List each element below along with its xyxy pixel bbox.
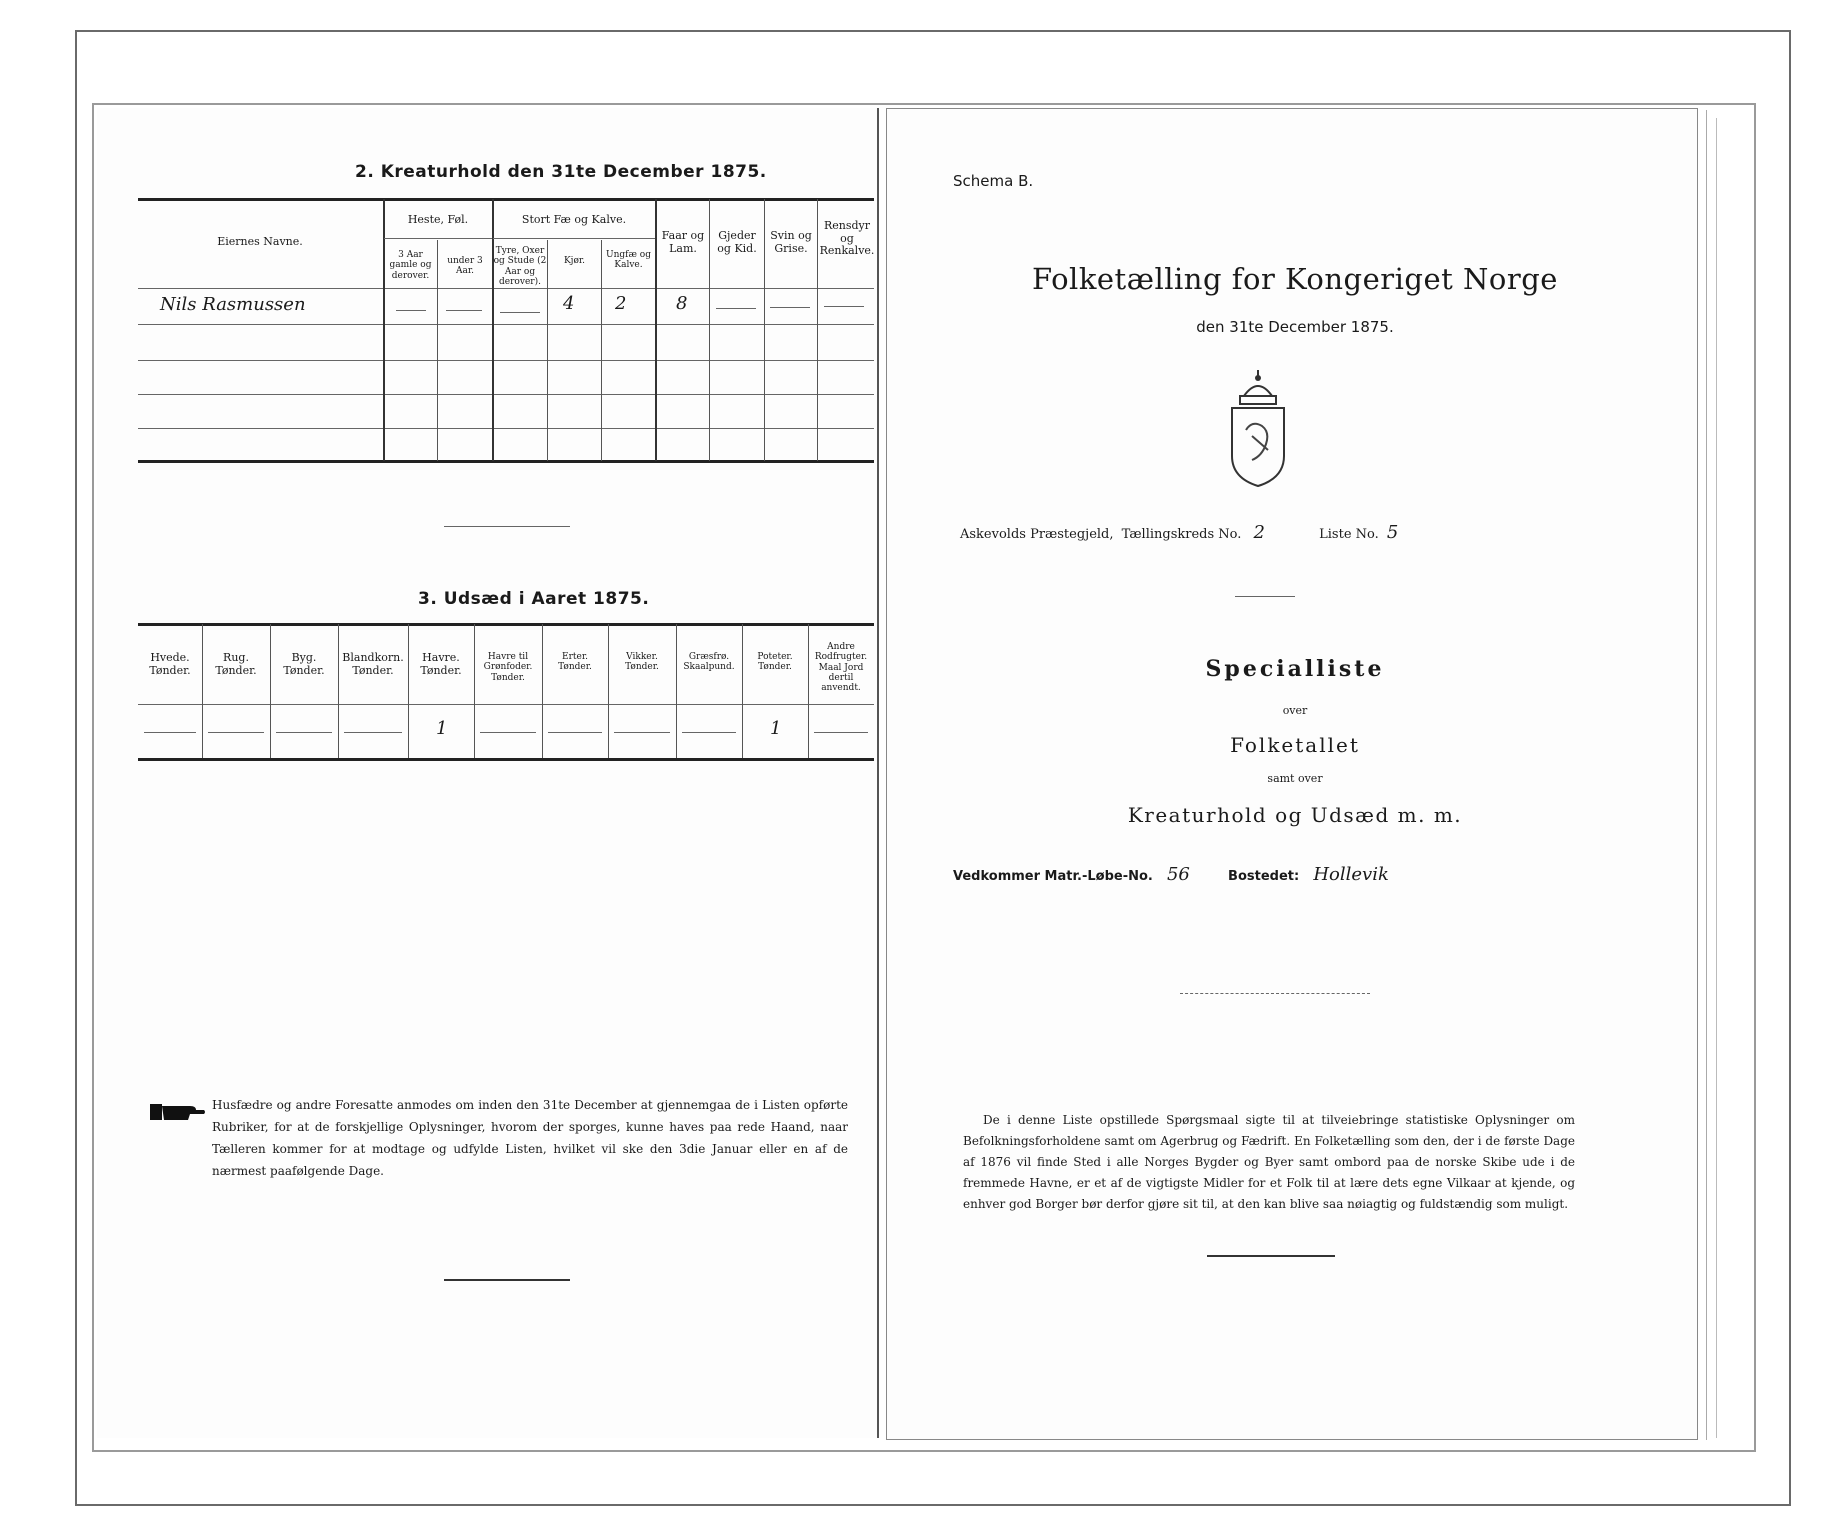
sec3-col-sep xyxy=(408,624,409,758)
dash-gjeder xyxy=(716,308,756,309)
dash-heste-2 xyxy=(446,310,482,311)
sec3-header: Poteter. Tønder. xyxy=(757,652,793,673)
pointing-hand-icon xyxy=(150,1100,206,1128)
district-value: 2 xyxy=(1253,522,1265,543)
hdr-stort-sub3: Ungfæ og Kalve. xyxy=(606,250,651,271)
sec3-col-sep xyxy=(270,624,271,758)
sec3-header: Rug. Tønder. xyxy=(215,651,257,677)
sec2-col-rensdyr xyxy=(817,199,818,461)
kreaturhold-line: Kreaturhold og Udsæd m. m. xyxy=(1127,803,1463,827)
hdr-rensdyr: Rensdyr og Renkalve. xyxy=(819,219,875,258)
hdr-heste-sub1: 3 Aar gamle og derover. xyxy=(389,250,432,281)
divider-3 xyxy=(1235,596,1295,597)
sec3-header: Andre Rodfrugter. Maal Jord dertil anvendt. xyxy=(814,642,868,694)
sec3-col-sep xyxy=(338,624,339,758)
hdr-heste-sub2: under 3 Aar. xyxy=(447,256,483,277)
dash-rensdyr xyxy=(824,306,864,307)
ungfae-value: 2 xyxy=(615,293,627,314)
hdr-stort: Stort Fæ og Kalve. xyxy=(521,213,627,226)
census-date: den 31te December 1875. xyxy=(1196,318,1394,336)
footer-text: De i denne Liste opstillede Spørgsmaal sigte til at tilveiebringe statistiske Oplysninger om Befolkningsforholdene samt om Agerbrug og Fædrift. En Folketælling som den, der i de første Dage af 1876 vil finde Sted i alle Norges Bygder og Byer samt ombord paa de norske Skibe ude i de fremmede Havne, er et af de vigtigste Midler for et Folk til at lære dets egne Vilkaar at kjende, og enhver god Borger bør derfor gjøre sit til, at den kan blive saa nøiagtig og fuldstændig som muligt. xyxy=(963,1113,1575,1211)
sec3-dash xyxy=(682,732,736,733)
hdr-faar: Faar og Lam. xyxy=(661,229,705,255)
sec3-col-sep xyxy=(474,624,475,758)
sec2-col-ungfae xyxy=(601,240,602,461)
dash-tyre xyxy=(500,312,540,313)
dash-heste-1 xyxy=(396,310,426,311)
special-title: Specialliste xyxy=(1205,656,1385,682)
matr-line xyxy=(953,864,1389,885)
divider-1 xyxy=(444,526,570,527)
sec3-col-sep xyxy=(808,624,809,758)
divider-2 xyxy=(444,1279,570,1281)
over-1: over xyxy=(1282,704,1308,717)
divider-4 xyxy=(1180,993,1370,994)
sec2-col-svin xyxy=(764,199,765,461)
samt-over: samt over xyxy=(1267,772,1323,785)
hdr-svin: Svin og Grise. xyxy=(770,229,812,255)
sec3-col-sep xyxy=(742,624,743,758)
hdr-owner: Eiernes Navne. xyxy=(217,235,303,248)
bosted-label: Bostedet: xyxy=(1228,869,1300,884)
location-line xyxy=(960,522,1398,543)
sec2-heste-subrule xyxy=(384,238,492,239)
matr-value: 56 xyxy=(1166,864,1190,885)
list-value: 5 xyxy=(1386,522,1399,543)
sec3-dash xyxy=(144,732,196,733)
sec3-header: Hvede. Tønder. xyxy=(149,651,191,677)
sec3-col-sep xyxy=(202,624,203,758)
sec3-col-sep xyxy=(676,624,677,758)
sec3-header: Havre til Grønfoder. Tønder. xyxy=(483,652,533,683)
sec2-col-kjor xyxy=(547,240,548,461)
coat-of-arms-icon xyxy=(1222,366,1294,494)
kjor-value: 4 xyxy=(563,293,575,314)
sec3-top-rule xyxy=(138,623,874,626)
district-label: Tællingskreds No. xyxy=(1121,527,1242,542)
folketallet: Folketallet xyxy=(1230,733,1360,757)
hdr-gjeder: Gjeder og Kid. xyxy=(717,229,757,255)
dash-svin xyxy=(770,307,810,308)
sec3-header: Blandkorn. Tønder. xyxy=(342,651,404,677)
right-page-edge-2 xyxy=(1716,118,1717,1438)
sec3-header-rule xyxy=(138,704,874,705)
matr-label: Vedkommer Matr.-Løbe-No. xyxy=(953,869,1153,884)
sec3-col-sep xyxy=(542,624,543,758)
sec3-header: Vikker. Tønder. xyxy=(625,652,659,673)
section3-title: 3. Udsæd i Aaret 1875. xyxy=(418,589,650,609)
sec2-col-gjeder xyxy=(709,199,710,461)
poteter-value: 1 xyxy=(770,718,782,739)
hdr-heste: Heste, Føl. xyxy=(407,213,469,226)
sec3-header: Græsfrø. Skaalpund. xyxy=(683,652,735,673)
owner-name: Nils Rasmussen xyxy=(160,294,306,315)
sec2-stort-subrule xyxy=(493,238,655,239)
havre-value: 1 xyxy=(436,718,448,739)
sec3-dash xyxy=(344,732,402,733)
hdr-stort-sub1: Tyre, Oxer og Stude (2 Aar og derover). xyxy=(493,246,547,288)
sec3-dash xyxy=(276,732,332,733)
notice-text: Husfædre og andre Foresatte anmodes om inden den 31te December at gjennemgaa de i Listen opførte Rubriker, for at de forskjellige Oplysninger, hvorom der sporges, kunne haves paa rede Haand, naar Tælleren kommer for at modtage og udfylde Listen, hvilket vil ske den 3die Januar eller en af de nærmest paafølgende Dage. xyxy=(212,1098,848,1178)
schema-label: Schema B. xyxy=(953,172,1034,190)
hdr-stort-sub2: Kjør. xyxy=(563,256,586,266)
sec3-dash xyxy=(548,732,602,733)
bosted-value: Hollevik xyxy=(1313,864,1389,885)
census-title: Folketælling for Kongeriget Norge xyxy=(1032,262,1558,296)
sec3-dash xyxy=(814,732,868,733)
sec3-header: Havre. Tønder. xyxy=(420,651,462,677)
sec3-col-sep xyxy=(608,624,609,758)
faar-value: 8 xyxy=(676,293,688,314)
sec3-header: Erter. Tønder. xyxy=(558,652,592,673)
list-label: Liste No. xyxy=(1319,527,1379,542)
divider-5 xyxy=(1207,1255,1335,1257)
sec3-dash xyxy=(614,732,670,733)
sec3-dash xyxy=(480,732,536,733)
sec3-bottom-rule xyxy=(138,758,874,761)
section2-title: 2. Kreaturhold den 31te December 1875. xyxy=(355,162,767,182)
right-page-edge-1 xyxy=(1706,110,1707,1440)
parish: Askevolds Præstegjeld, xyxy=(960,527,1114,542)
sec3-dash xyxy=(208,732,264,733)
sec3-header: Byg. Tønder. xyxy=(283,651,325,677)
sec2-col-faar xyxy=(655,199,657,461)
